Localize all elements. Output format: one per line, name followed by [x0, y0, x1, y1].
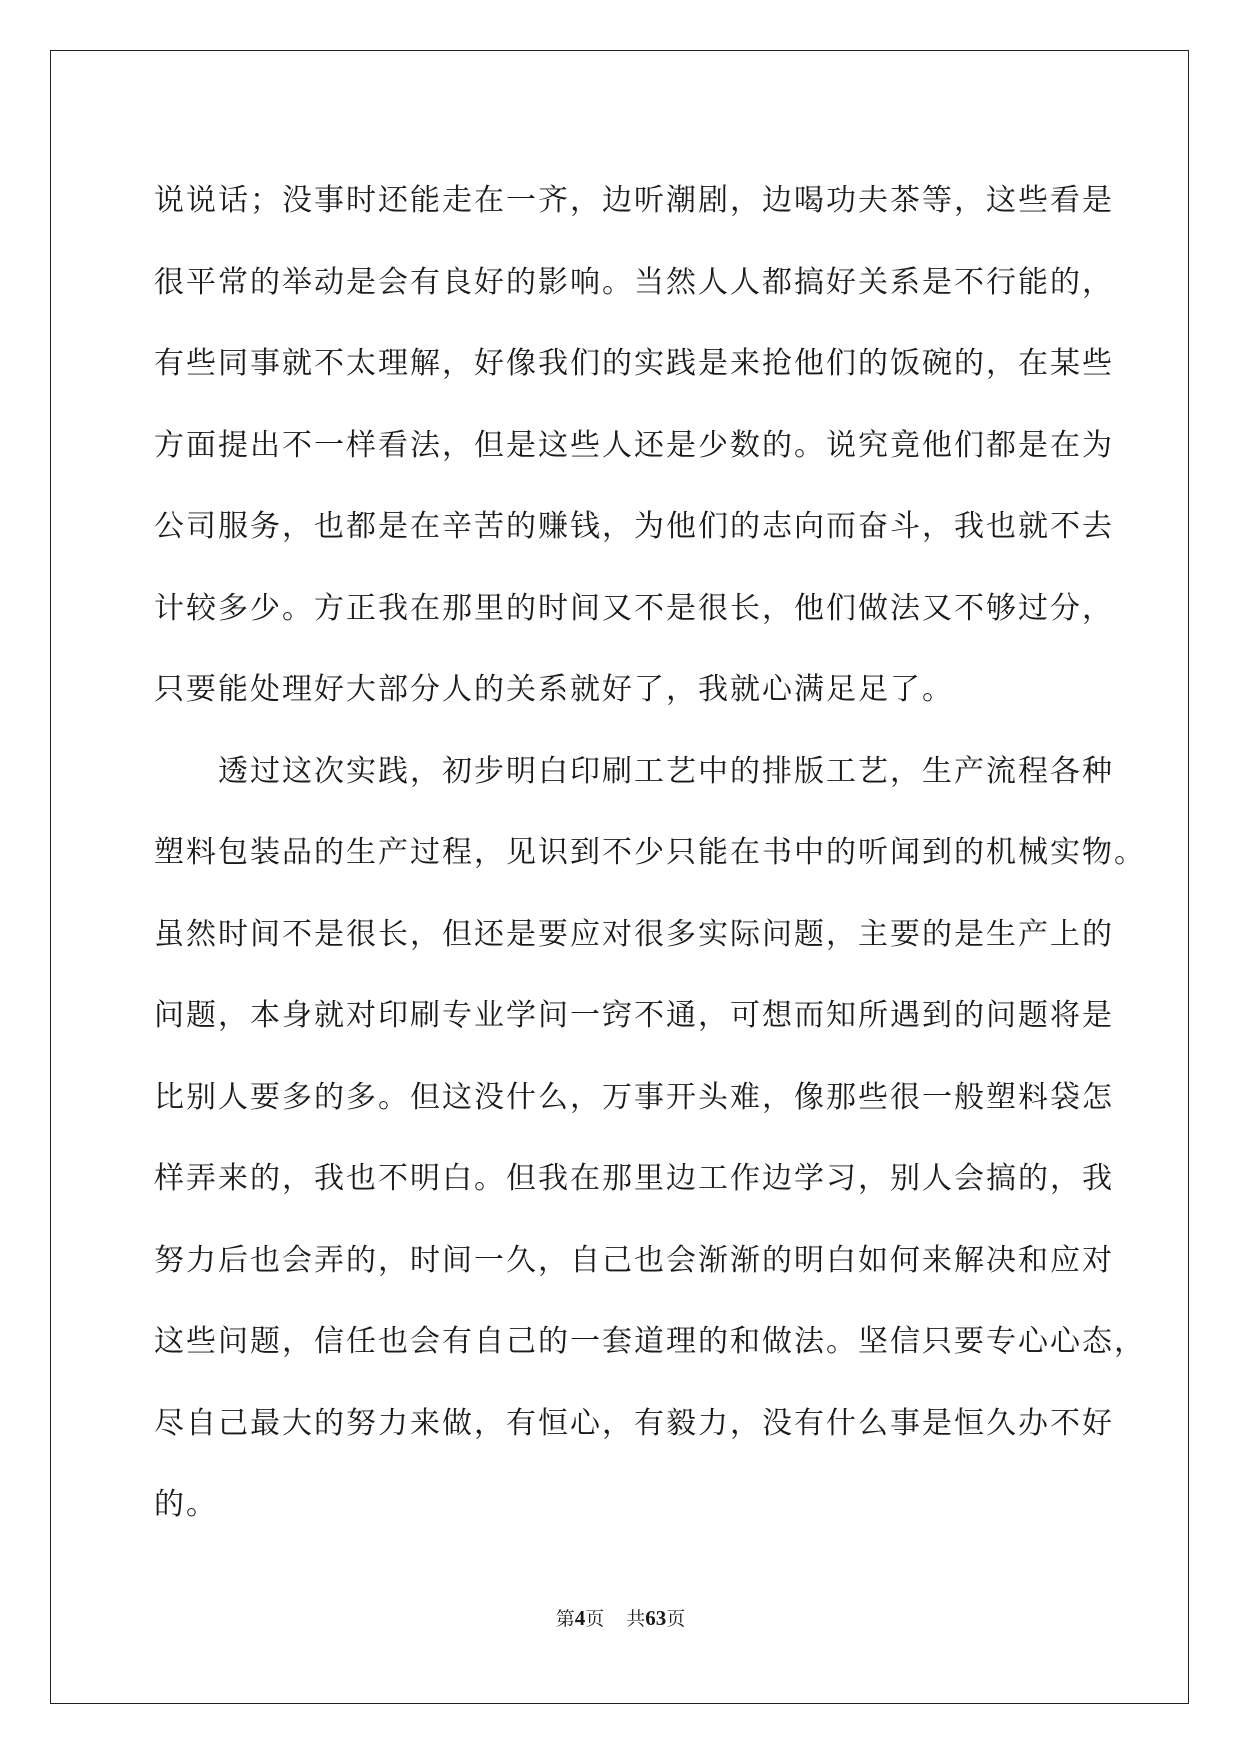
- text-line: 这些问题，信任也会有自己的一套道理的和做法。坚信只要专心心态，: [154, 1324, 1146, 1359]
- text-line: 很平常的举动是会有良好的影响。当然人人都搞好关系是不行能的，: [154, 264, 1114, 300]
- text-line: 计较多少。方正我在那里的时间又不是很长，他们做法又不够过分，: [154, 590, 1114, 626]
- text-line: 公司服务，也都是在辛苦的赚钱，为他们的志向而奋斗，我也就不去: [154, 509, 1114, 544]
- total-prefix: 共: [626, 1608, 646, 1630]
- text-line: 比别人要多的多。但这没什么，万事开头难，像那些很一般塑料袋怎: [154, 1079, 1114, 1115]
- page-prefix: 第: [555, 1608, 575, 1630]
- text-line: 方面提出不一样看法，但是这些人还是少数的。说究竟他们都是在为: [154, 427, 1114, 463]
- page-suffix: 页: [585, 1608, 605, 1630]
- text-line: 问题，本身就对印刷专业学问一窍不通，可想而知所遇到的问题将是: [154, 998, 1114, 1033]
- text-line: 的。: [154, 1487, 218, 1522]
- text-line: 样弄来的，我也不明白。但我在那里边工作边学习，别人会搞的，我: [154, 1161, 1114, 1196]
- text-line: 塑料包装品的生产过程，见识到不少只能在书中的听闻到的机械实物。: [154, 835, 1146, 870]
- text-line: 透过这次实践，初步明白印刷工艺中的排版工艺，生产流程各种: [154, 753, 1114, 789]
- text-line: 说说话；没事时还能走在一齐，边听潮剧，边喝功夫茶等，这些看是: [154, 183, 1114, 218]
- document-body: [154, 160, 1146, 1546]
- total-suffix: 页: [666, 1608, 686, 1630]
- text-line: 虽然时间不是很长，但还是要应对很多实际问题，主要的是生产上的: [154, 916, 1114, 952]
- page-number: 4: [574, 1606, 586, 1630]
- text-line: 只要能处理好大部分人的关系就好了，我就心满足足了。: [154, 672, 954, 707]
- page-footer: [0, 1604, 1241, 1631]
- text-line: 尽自己最大的努力来做，有恒心，有毅力，没有什么事是恒久办不好: [154, 1405, 1114, 1441]
- text-line: 努力后也会弄的，时间一久，自己也会渐渐的明白如何来解决和应对: [154, 1242, 1114, 1278]
- total-pages: 63: [645, 1606, 667, 1630]
- text-line: 有些同事就不太理解，好像我们的实践是来抢他们的饭碗的，在某些: [154, 346, 1114, 381]
